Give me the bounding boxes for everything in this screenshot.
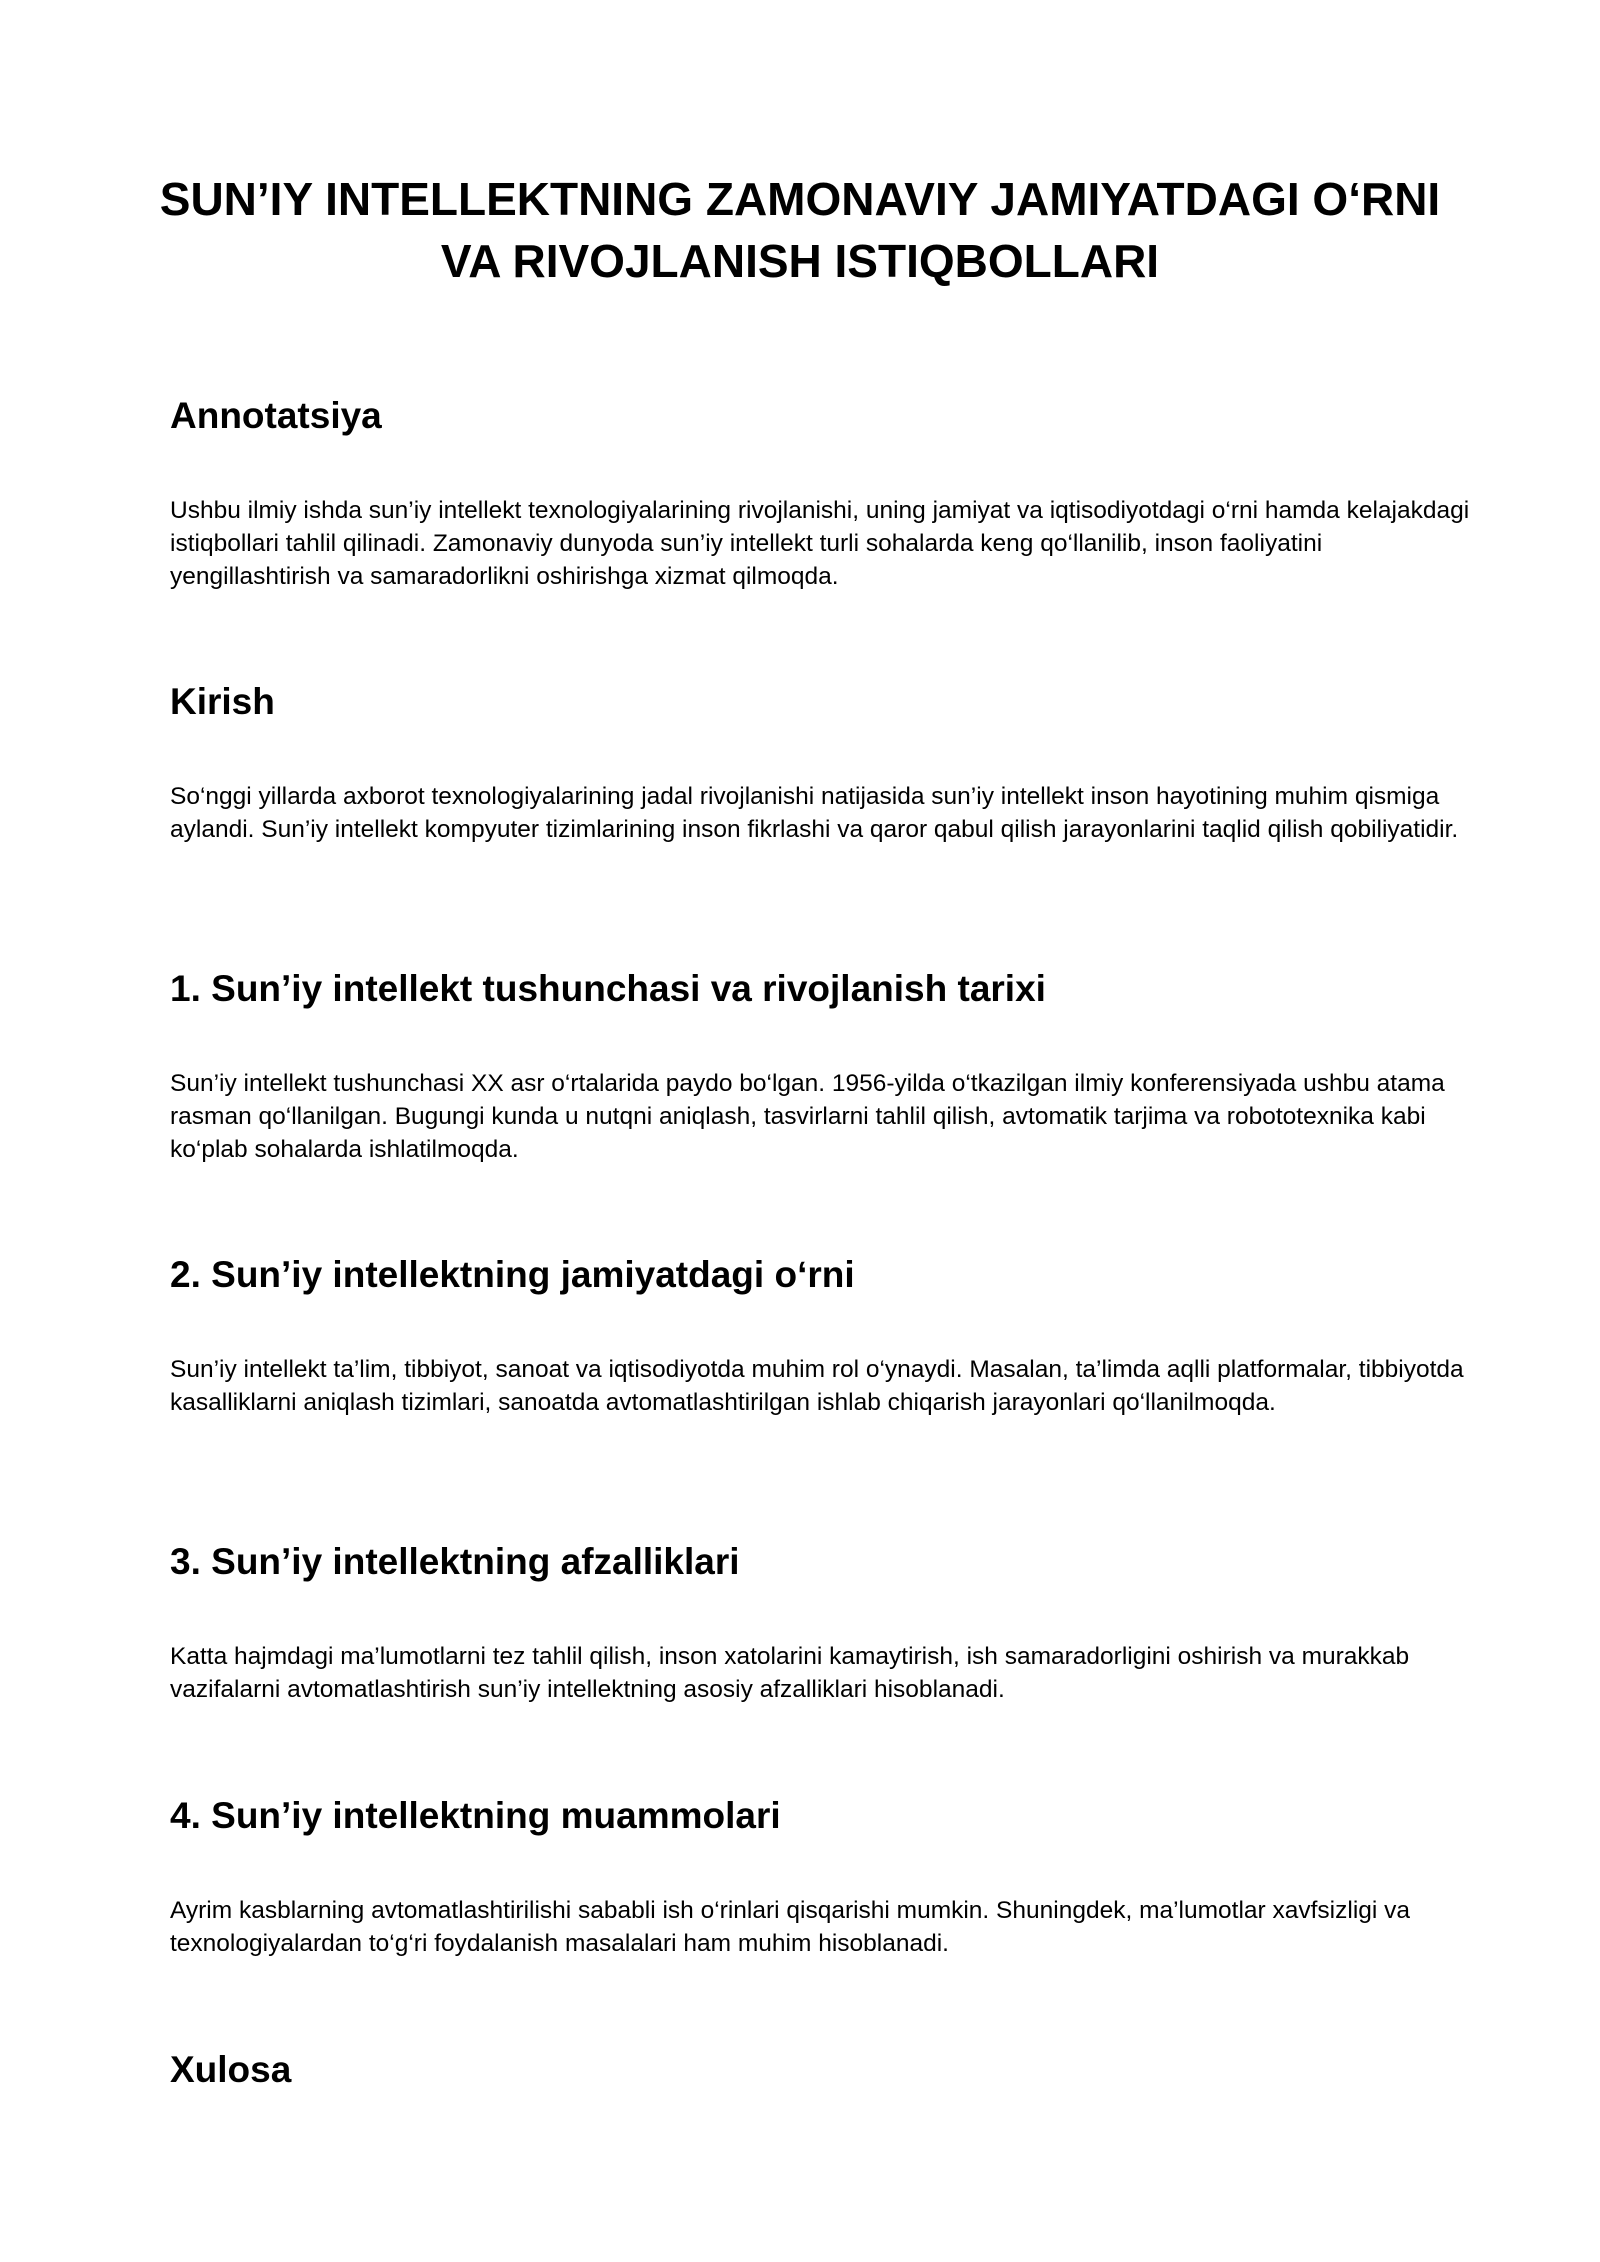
section-heading-xulosa: Xulosa (170, 2049, 292, 2090)
section-heading-2: 2. Sun’iy intellektning jamiyatdagi o‘rni (170, 1254, 855, 1295)
section-heading-kirish: Kirish (170, 681, 275, 722)
section-body-4: Ayrim kasblarning avtomatlashtirilishi sababli ish o‘rinlari qisqarishi mumkin. Shuningdek, ma’lumotlar xavfsizligi va texnologiyalardan to‘g‘ri foydalanish masalalari ham muhim hisoblanadi. (170, 1897, 1411, 1957)
section-body-3: Katta hajmdagi ma’lumotlarni tez tahlil qilish, inson xatolarini kamaytirish, ish samaradorligini oshirish va murakkab vazifalarni avtomatlashtirish sun’iy intellektning asosiy afzalliklari hisoblanadi. (170, 1643, 1410, 1703)
section-body-annotatsiya: Ushbu ilmiy ishda sun’iy intellekt texnologiyalarining rivojlanishi, uning jamiyat va iqtisodiyotdagi o‘rni hamda kelajakdagi istiqbollari tahlil qilinadi. Zamonaviy dunyoda sun’iy intellekt turli sohalarda keng qo‘llanilib, inson faoliyatini yengillashtirish va samaradorlikni oshirishga xizmat qilmoqda. (170, 497, 1470, 590)
section-body-1: Sun’iy intellekt tushunchasi XX asr o‘rtalarida paydo bo‘lgan. 1956-yilda o‘tkazilgan ilmiy konferensiyada ushbu atama rasman qo‘llanilgan. Bugungi kunda u nutqni aniqlash, tasvirlarni tahlil qilish, avtomatik tarjima va robototexnika kabi ko‘plab sohalarda ishlatilmoqda. (170, 1070, 1445, 1163)
section-body-2: Sun’iy intellekt ta’lim, tibbiyot, sanoat va iqtisodiyotda muhim rol o‘ynaydi. Masalan, ta’limda aqlli platformalar, tibbiyotda kasalliklarni aniqlash tizimlari, sanoatda avtomatlashtirilgan ishlab chiqarish jarayonlari qo‘llanilmoqda. (170, 1356, 1464, 1416)
section-body-kirish: So‘nggi yillarda axborot texnologiyalarining jadal rivojlanishi natijasida sun’iy intellekt inson hayotining muhim qismiga aylandi. Sun’iy intellekt kompyuter tizimlarining inson fikrlashi va qaror qabul qilish jarayonlarini taqlid qilish qobiliyatidir. (170, 783, 1459, 843)
section-heading-3: 3. Sun’iy intellektning afzalliklari (170, 1541, 740, 1582)
section-heading-4: 4. Sun’iy intellektning muammolari (170, 1795, 781, 1836)
section-heading-1: 1. Sun’iy intellekt tushunchasi va rivojlanish tarixi (170, 968, 1046, 1009)
document-title: SUN’IY INTELLEKTNING ZAMONAVIY JAMIYATDAGI O‘RNI VA RIVOJLANISH ISTIQBOLLARI (159, 173, 1441, 287)
section-heading-annotatsiya: Annotatsiya (170, 395, 382, 436)
